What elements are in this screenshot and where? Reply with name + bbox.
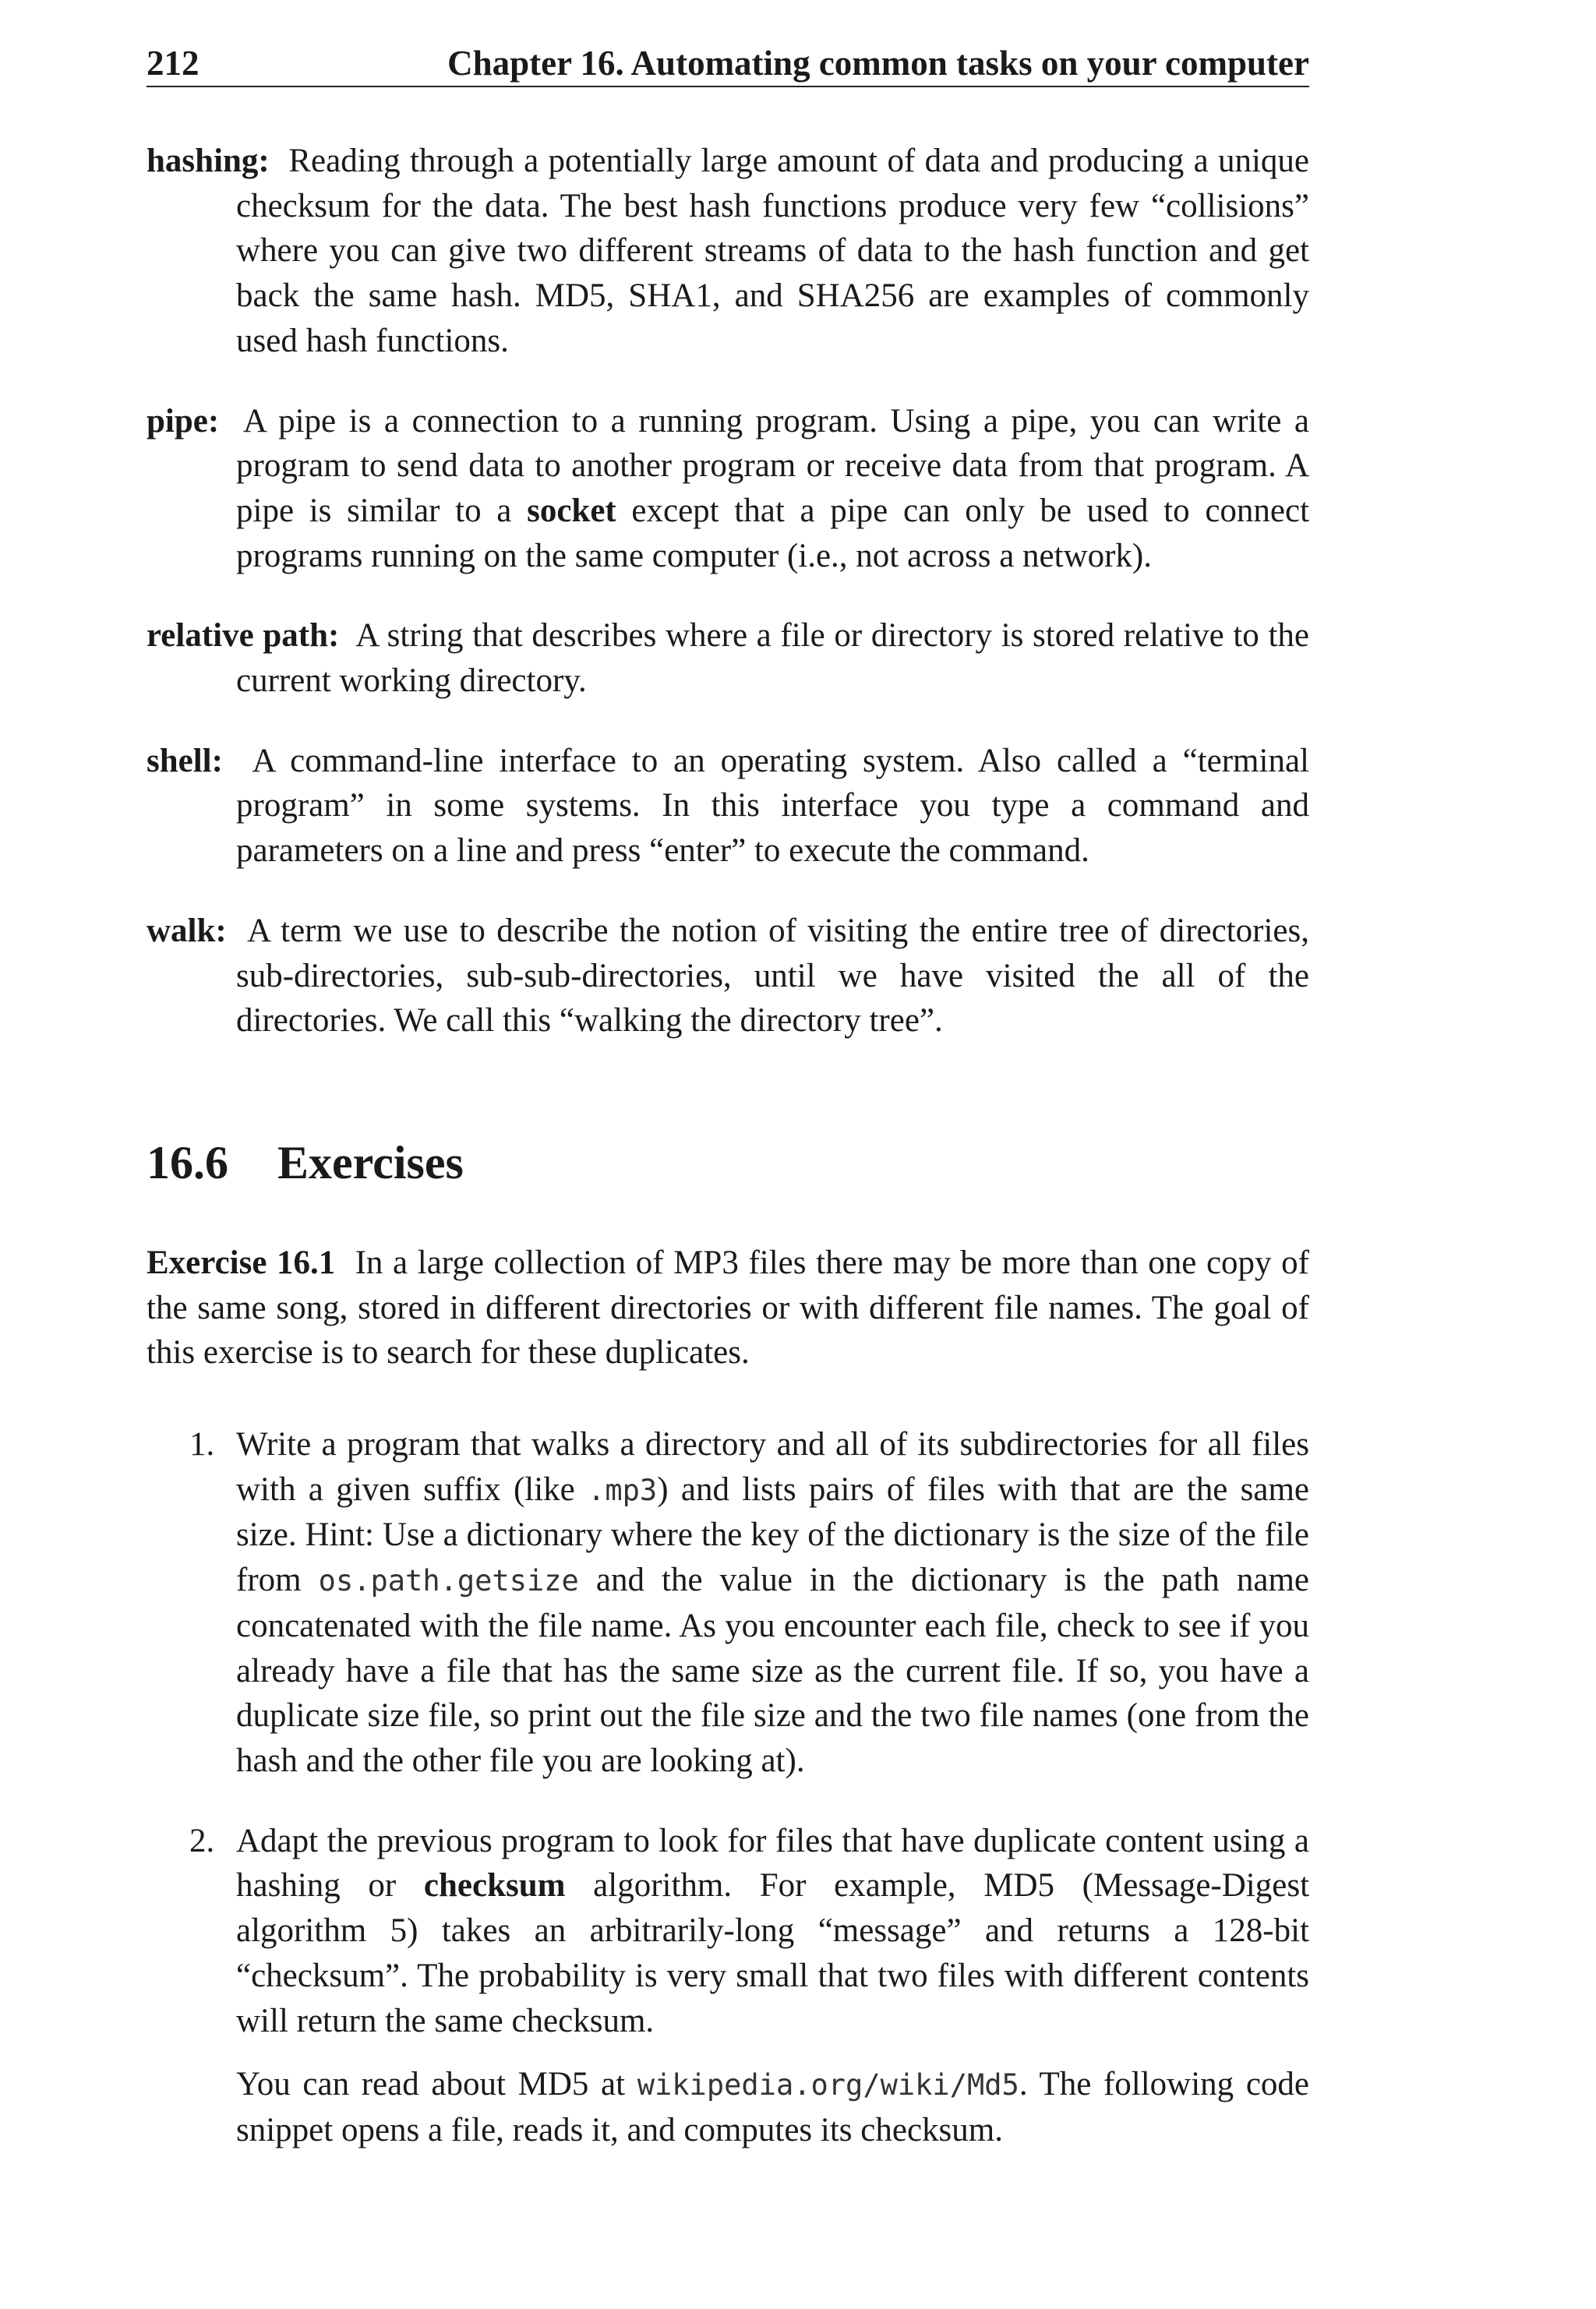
- step-number: 2.: [189, 1822, 215, 1859]
- page-body: [147, 139, 1309, 2188]
- glossary-entry-shell: [147, 739, 1309, 874]
- step-text: algorithm. For example, MD5 (Message-Digest algorithm 5) takes an arbitrarily-long “message” and returns a 128-bit “checksum”. The probability is very small that two files with different contents will return the same checksum.: [236, 1867, 1310, 2039]
- running-header: [147, 41, 1309, 87]
- step-text: Write a program that walks a directory and all of its subdirectories for all files with a given suffix (like: [236, 1426, 1309, 1508]
- exercise-label: Exercise 16.1: [147, 1244, 336, 1281]
- glossary-definition-cont: except that a pipe can only be used to connect programs running on the same computer (i.e., not across a network).: [236, 492, 1310, 574]
- section-heading: [147, 1132, 1309, 1194]
- step-text: You can read about MD5 at: [236, 2066, 626, 2103]
- glossary-entry-pipe: [147, 399, 1309, 579]
- step-text: . The following code snippet opens a file, reads it, and computes its checksum.: [236, 2066, 1310, 2148]
- inline-code: .mp3: [588, 1473, 658, 1507]
- glossary-definition: A command-line interface to an operating system. Also called a “terminal program” in some systems. In this interface you type a command and parameters on a line and press “enter” to execute the command.: [236, 742, 1309, 870]
- exercise-intro: In a large collection of MP3 files there may be more than one copy of the same song, stored in different directories or with different file names. The goal of this exercise is to search for these duplicates.: [147, 1244, 1309, 1372]
- chapter-title: Chapter 16. Automating common tasks on your computer: [447, 44, 1309, 83]
- exercise-step: [147, 1819, 1309, 2153]
- page-number: 212: [147, 44, 200, 83]
- inline-code: os.path.getsize: [318, 1564, 579, 1598]
- glossary-entry-hashing: [147, 139, 1309, 364]
- step-number: 1.: [189, 1426, 215, 1463]
- glossary-term: walk:: [147, 912, 227, 949]
- bold-term: checksum: [423, 1867, 566, 1905]
- glossary-term: hashing:: [147, 143, 270, 179]
- exercise-steps: [147, 1422, 1309, 2153]
- glossary-emphasis: socket: [527, 492, 616, 529]
- glossary-term: pipe:: [147, 402, 220, 440]
- step-text: Adapt the previous program to look for files that have duplicate content using a hashing or: [236, 1822, 1309, 1905]
- glossary-definition: Reading through a potentially large amount of data and producing a unique checksum for the data. The best hash functions produce very few “collisions” where you can give two different streams of data to the hash function and get back the same hash. MD5, SHA1, and SHA256 are examples of commonly used hash functions.: [236, 143, 1309, 359]
- exercise-step: [147, 1422, 1309, 1784]
- step-text: and the value in the dictionary is the path name concatenated with the file name. As you encounter each file, check to see if you already have a file that has the same size as the current file. If so, you have a duplicate size file, so print out the file size and the two file names (one from the hash and the other file you are looking at).: [236, 1562, 1309, 1779]
- glossary-term: shell:: [147, 742, 223, 779]
- section-title: Exercises: [277, 1136, 464, 1188]
- glossary-entry-relative-path: [147, 613, 1309, 703]
- glossary-definition: A pipe is a connection to a running program. Using a pipe, you can write a program to send data to another program or receive data from that program. A pipe is similar to a: [236, 402, 1309, 529]
- link-text[interactable]: wikipedia.org/wiki/Md5: [637, 2068, 1019, 2102]
- glossary-term: relative path:: [147, 617, 340, 655]
- step-text: ) and lists pairs of files with that are the same size. Hint: Use a dictionary where the key of the dictionary is the size of the file from: [236, 1470, 1310, 1599]
- glossary-definition: A string that describes where a file or directory is stored relative to the current working directory.: [236, 617, 1309, 700]
- glossary-definition: A term we use to describe the notion of visiting the entire tree of directories, sub-directories, sub-sub-directories, until we have visited the all of the directories. We call this “walking the directory tree”.: [236, 912, 1309, 1040]
- section-number: 16.6: [147, 1136, 228, 1188]
- exercise-16-1: [147, 1241, 1309, 1375]
- glossary-entry-walk: [147, 909, 1309, 1043]
